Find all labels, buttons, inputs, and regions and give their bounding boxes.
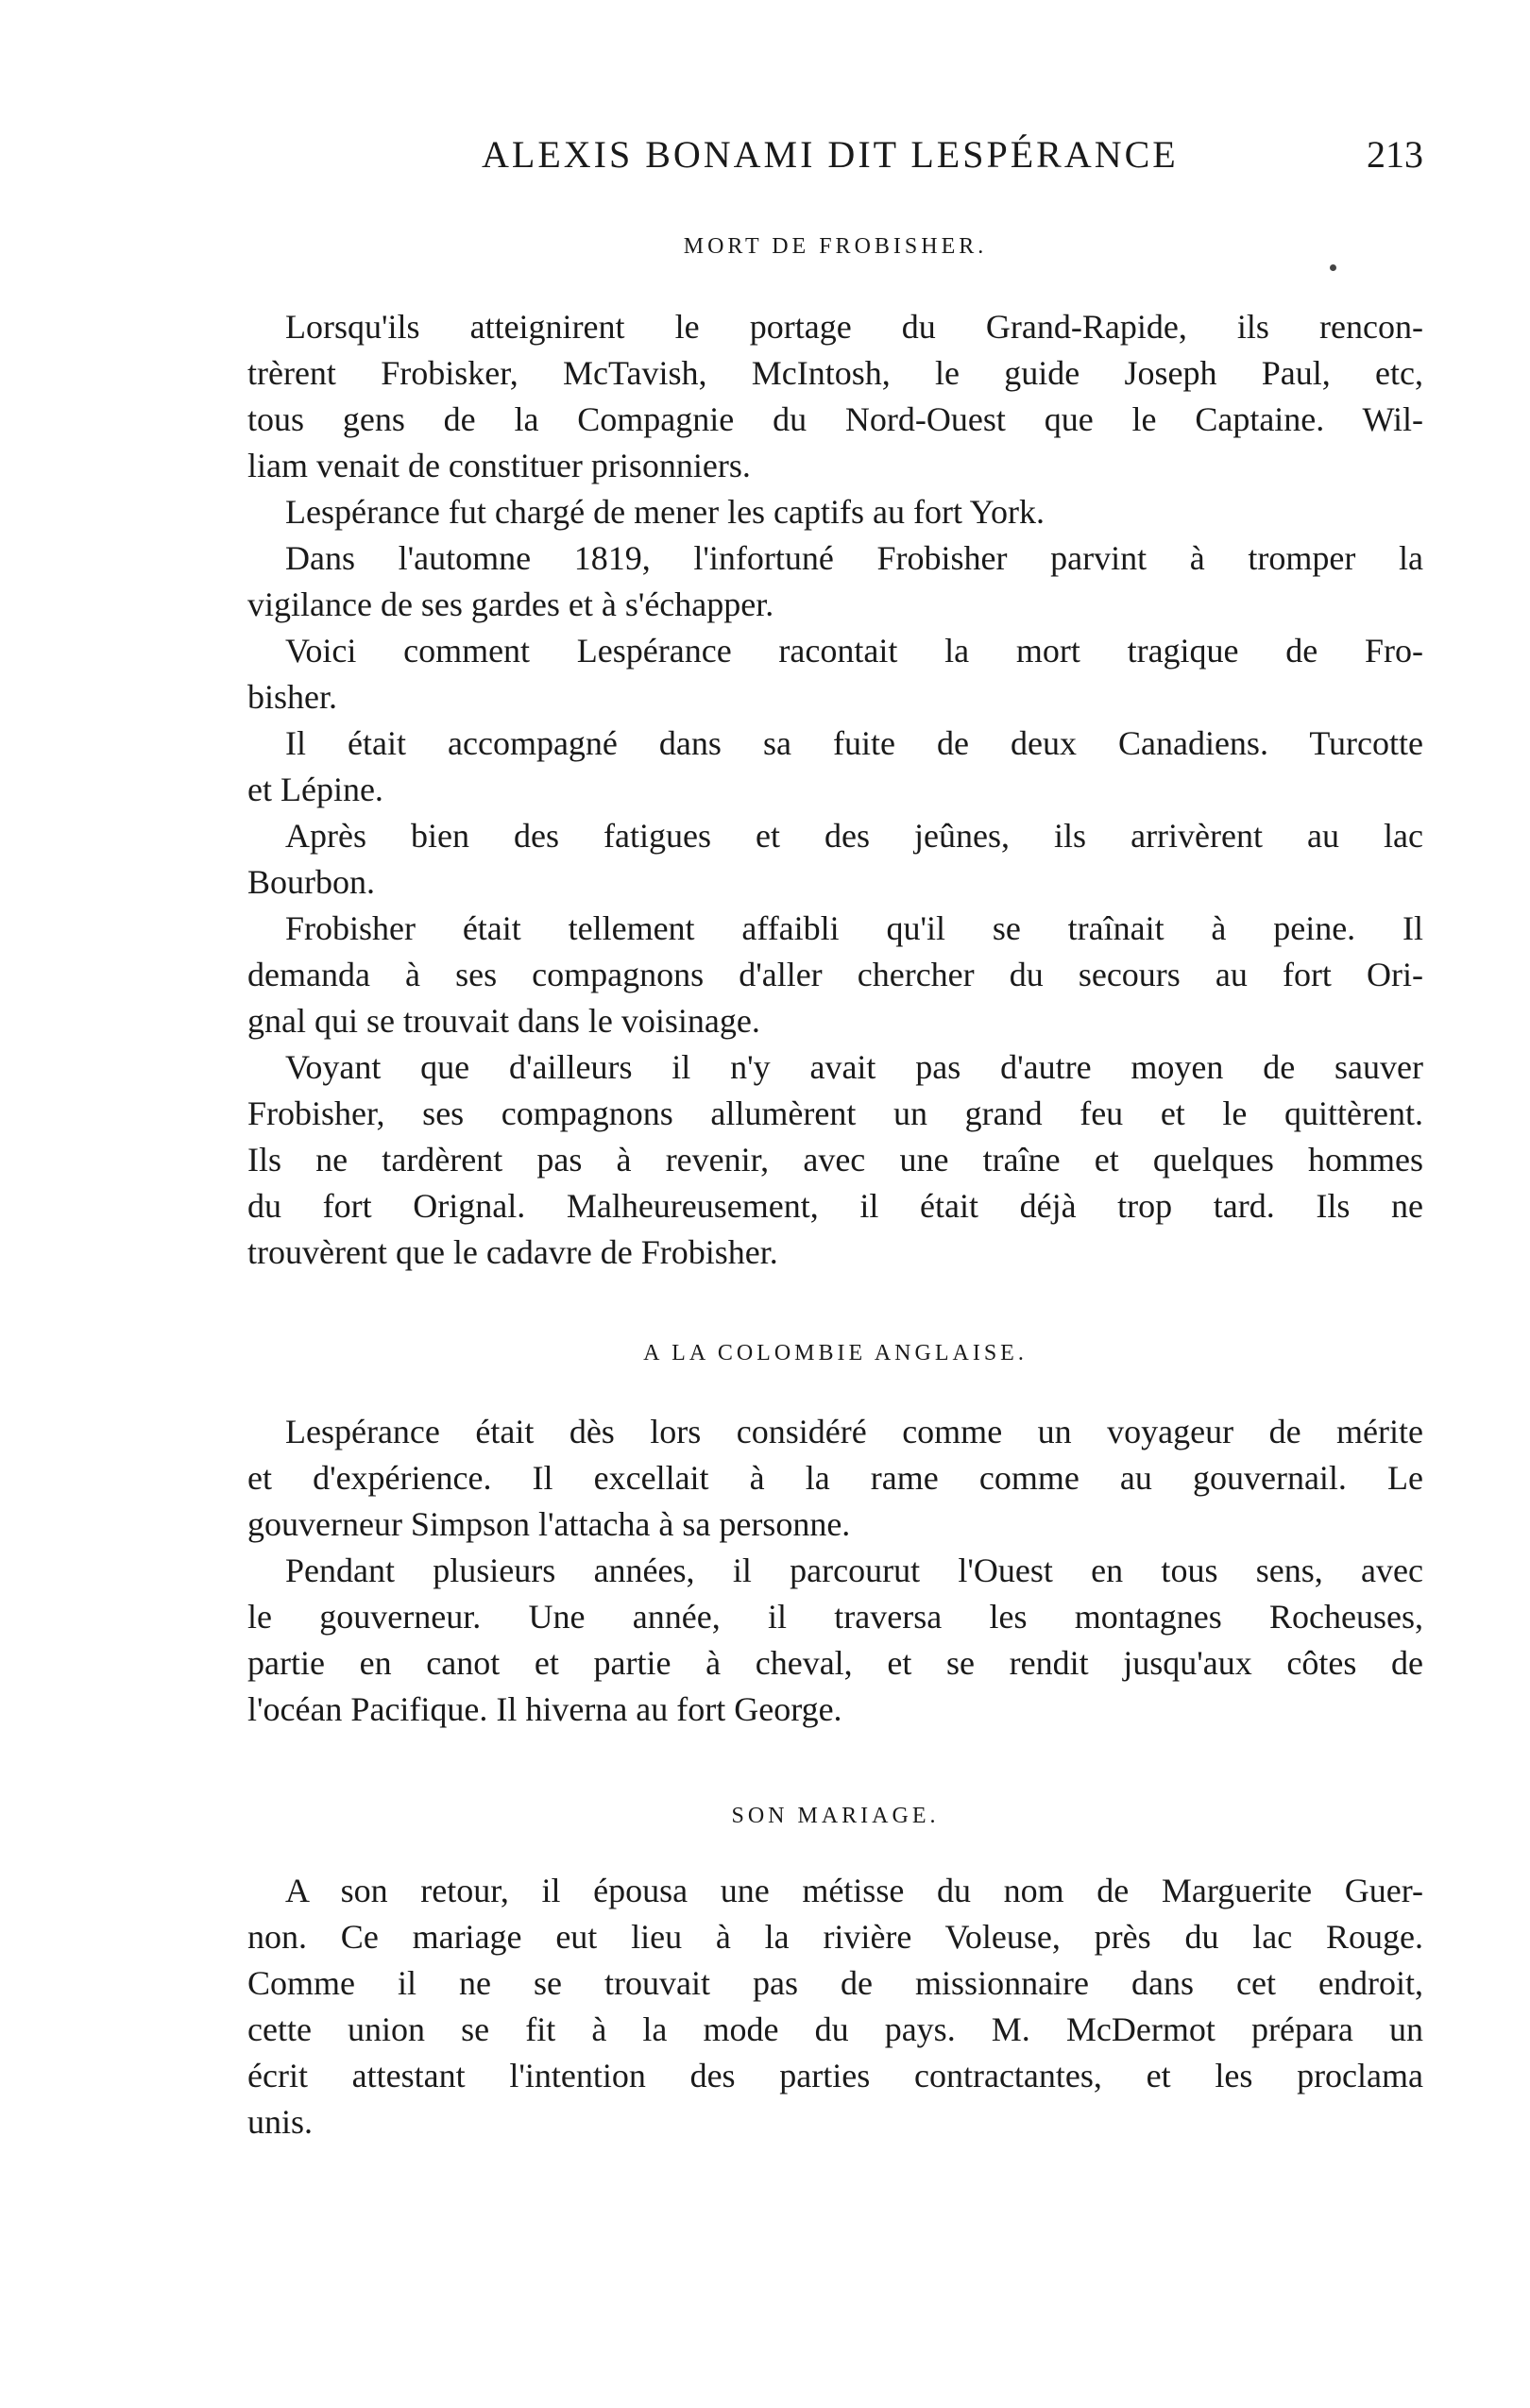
text-line: Lespérance fut chargé de mener les captifs au fort York. [285, 493, 1046, 531]
text-line: gouverneur Simpson l'attacha à sa personne. [247, 1505, 851, 1543]
text-line: écrit attestant l'intention des parties contractantes, et les proclama [247, 2057, 1423, 2094]
text-line: non. Ce mariage eut lieu à la rivière Voleuse, près du lac Rouge. [247, 1918, 1423, 1956]
text-line: Bourbon. [247, 863, 375, 901]
print-speck [1330, 264, 1336, 271]
text-line: Ils ne tardèrent pas à revenir, avec une traîne et quelques hommes [247, 1141, 1423, 1179]
text-line: Voyant que d'ailleurs il n'y avait pas d'autre moyen de sauver [285, 1048, 1423, 1086]
text-line: et d'expérience. Il excellait à la rame comme au gouvernail. Le [247, 1459, 1423, 1497]
text-line: cette union se fit à la mode du pays. M. McDermot prépara un [247, 2010, 1423, 2048]
text-line: Pendant plusieurs années, il parcourut l'Ouest en tous sens, avec [285, 1552, 1423, 1589]
text-line: Frobisher était tellement affaibli qu'il se traînait à peine. Il [285, 909, 1423, 947]
text-line: le gouverneur. Une année, il traversa les montagnes Rocheuses, [247, 1598, 1423, 1636]
text-line: Après bien des fatigues et des jeûnes, ils arrivèrent au lac [285, 817, 1423, 855]
section-body-a-la-colombie-anglaise [247, 1409, 1423, 1733]
text-line: demanda à ses compagnons d'aller chercher du secours au fort Ori- [247, 956, 1423, 993]
section-heading-a-la-colombie-anglaise: A LA COLOMBIE ANGLAISE. [643, 1341, 1028, 1365]
text-line: A son retour, il épousa une métisse du nom de Marguerite Guer- [285, 1872, 1423, 1909]
text-line: trèrent Frobisker, McTavish, McIntosh, le guide Joseph Paul, etc, [247, 354, 1423, 392]
text-line: Dans l'automne 1819, l'infortuné Frobisher parvint à tromper la [285, 539, 1423, 577]
text-line: liam venait de constituer prisonniers. [247, 447, 751, 484]
text-line: gnal qui se trouvait dans le voisinage. [247, 1002, 760, 1040]
section-heading-mort-de-frobisher: MORT DE FROBISHER. [683, 234, 988, 259]
text-line: et Lépine. [247, 771, 383, 808]
text-line: bisher. [247, 678, 337, 716]
text-line: Lorsqu'ils atteignirent le portage du Grand-Rapide, ils rencon- [285, 308, 1423, 346]
section-heading-son-mariage: SON MARIAGE. [731, 1804, 940, 1828]
text-line: du fort Orignal. Malheureusement, il était déjà trop tard. Ils ne [247, 1187, 1423, 1225]
text-line: tous gens de la Compagnie du Nord-Ouest que le Captaine. Wil- [247, 400, 1423, 438]
text-line: unis. [247, 2103, 314, 2141]
running-title: ALEXIS BONAMI DIT LESPÉRANCE [482, 133, 1179, 176]
text-line: Il était accompagné dans sa fuite de deux Canadiens. Turcotte [285, 724, 1423, 762]
section-body-mort-de-frobisher [247, 304, 1423, 1276]
text-line: partie en canot et partie à cheval, et se rendit jusqu'aux côtes de [247, 1644, 1423, 1682]
text-line: vigilance de ses gardes et à s'échapper. [247, 585, 774, 623]
text-line: Frobisher, ses compagnons allumèrent un grand feu et le quittèrent. [247, 1094, 1423, 1132]
running-head [247, 132, 1423, 189]
text-line: trouvèrent que le cadavre de Frobisher. [247, 1233, 778, 1271]
text-line: Comme il ne se trouvait pas de missionnaire dans cet endroit, [247, 1964, 1423, 2002]
section-body-son-mariage [247, 1868, 1423, 2145]
text-line: l'océan Pacifique. Il hiverna au fort George. [247, 1690, 842, 1728]
text-line: Voici comment Lespérance racontait la mort tragique de Fro- [285, 632, 1423, 670]
text-line: Lespérance était dès lors considéré comme un voyageur de mérite [285, 1413, 1423, 1450]
page-number: 213 [1367, 133, 1423, 176]
